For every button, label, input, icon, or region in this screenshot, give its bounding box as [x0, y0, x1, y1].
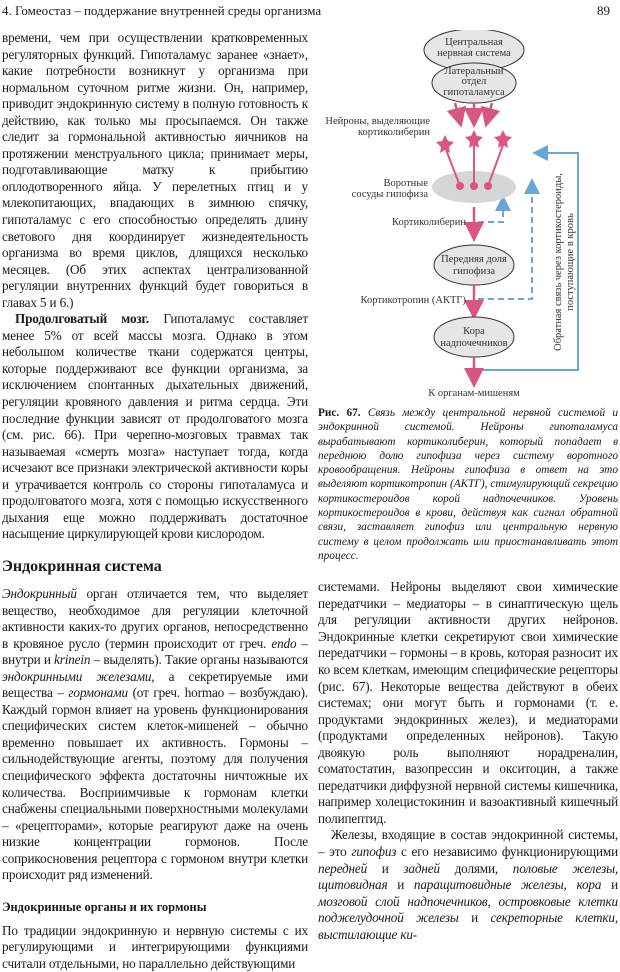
paragraph — [318, 827, 618, 943]
italic-text: половые железы, щитовидная — [318, 860, 619, 893]
left-text-1 — [2, 30, 308, 543]
neurons-label: Нейроны, выделяющие кортиколиберин — [325, 116, 430, 138]
italic-text: krinein — [54, 652, 91, 668]
paragraph — [2, 311, 308, 543]
text-run: Связь между центральной нервной системой и эндокринной системой. Нейроны гипоталамуса вырабатывают кортиколиберин, который попадает в переднюю долю гипофиза через систему воротного кровообращения. Нейроны гипофиза в ответ на это выделяют кортикотропин (АКТГ), стимулирующий секрецию кортикостероидов корой надпочечников. Уровень кортикостероидов в крови, действуя как сигнал обратной связи, заставляет гипофиз или центральную нервную систему в целом продолжать или приостанавливать этот процесс. — [318, 407, 618, 562]
adrenal-cortex-ellipse — [434, 317, 514, 357]
anterior-pituitary-label: Передняя доля гипофиза — [441, 254, 507, 277]
page-body — [0, 30, 620, 972]
italic-text: кора — [576, 877, 602, 893]
page-header — [0, 0, 620, 30]
paragraph — [2, 30, 308, 311]
text-run: Гипоталамус составляет менее 5% от всей массы мозга. Однако в этом небольшом количестве ткани содержатся центры, которые поддерживают все функции организма, за исключением спонтанных дыхательных движений, регуляции кровяного давления и ритма сердца. Эти последние функции зависят от продолговатого мозга (см. рис. 66). При черепно-мозговых травмах так называемая «смерть мозга» наступает тогда, когда исчезают все признаки электрической активности коры и утрачивается контроль со стороны гипоталамуса и продолговатого мозга, хотя с помощью искусственного дыхания еще можно поддерживать достаточное насыщение циркулирующей крови кислородом. — [2, 311, 308, 542]
left-text-3 — [2, 923, 308, 972]
text-run: , а секретируемые ими вещества – — [2, 668, 308, 701]
italic-text: endo — [271, 635, 297, 651]
feedback-dashed-line-1 — [478, 203, 503, 222]
italic-text: паращитовидные железы — [413, 877, 564, 893]
paragraph — [318, 579, 618, 827]
targets-label: К органам-мишеням — [428, 388, 520, 399]
text-run: – внутри и — [2, 635, 309, 668]
text-run: системами. Нейроны выделяют свои химические передатчики – медиаторы – в синаптическую щель для регуляции активности других нейронов. Эндокринные клетки секретируют свои химические передатчики – гормоны – в кровь, которая разносит их ко всем клеткам, имеющим специфические рецепторы (рис. 67). Некоторые вещества действуют в обеих системах; они могут быть и гормонами (т. е. продуктами эндокринных желез), и медиаторами (продуктами определенных нейронов). Такую двоякую роль выполняют норадреналин, соматостатин, вазопрессин и окситоцин, а также передатчики диффузной нервной системы кишечника, например холецистокинин и вазоактивный кишечный полипептид. — [318, 579, 618, 826]
italic-text: Эндокринный — [2, 585, 77, 601]
figure-caption — [318, 406, 618, 563]
left-column — [2, 30, 308, 972]
paragraph — [2, 923, 308, 972]
text-run: орган отличается тем, что выделяет вещество, необходимое для регуляции клеточной активности каких-то других органов, непосредственно в кровяное русло (термин происходит от греч. — [2, 585, 308, 651]
text-run: и — [458, 910, 491, 926]
text-run: и — [387, 877, 414, 893]
acth-label: Кортикотропин (АКТГ) — [360, 295, 466, 306]
corticoliberin-label: Кортиколиберин — [392, 217, 466, 228]
text-run: и — [367, 860, 404, 876]
bold-text: Рис. 67. — [318, 407, 361, 419]
text-run: Железы, входящие в состав эндокринной системы, – это — [318, 827, 618, 860]
italic-text: гормонами — [68, 685, 128, 701]
hypothalamus-arrows — [455, 103, 492, 118]
italic-text: мозговой слой надпочечников, островковые клетки поджелудочной железы — [318, 893, 618, 926]
text-run: с его независимо функционирующими — [396, 844, 618, 860]
page-number: 89 — [597, 3, 610, 18]
right-column — [318, 30, 618, 943]
paragraph — [2, 586, 308, 884]
text-run: долями, — [439, 860, 513, 876]
text-run: – выделять). Такие органы называются — [90, 652, 308, 668]
italic-text: передней — [318, 860, 368, 876]
text-run: времени, чем при осуществлении кратковременных регуляторных функций. Гипоталамус заранее «знает», какие потребности возникнут у организма при нормальном суточном ритме жизни. Он, например, приводит эндокринную систему в полную готовность к действию, как только мы просыпаемся. Он также следит за гормональной активностью яичников на протяжении менструального цикла; принимает меры, подготавливающие матку к прибытию оплодотворенного яйца. У перелетных птиц и у млекопитающих, впадающих в зимнюю спячку, гипоталамус с его способностью определять длину светового дня координирует жизнедеятельность организма во время циклов, длящихся несколько месяцев. (Об этих аспектах централизованной регуляции внутренних функций будет говориться в главах 5 и 6.) — [2, 30, 308, 310]
left-text-2 — [2, 586, 308, 884]
running-title: 4. Гомеостаз – поддержание внутренней среды организма — [2, 3, 322, 18]
subsection-heading: Эндокринные органы и их гормоны — [2, 899, 207, 914]
italic-text: эндокринными железами — [2, 668, 152, 684]
italic-text: секреторные клетки, выстилающие ки- — [318, 910, 619, 942]
portal-vessels-label: Воротные сосуды гипофиза — [351, 178, 428, 200]
adrenal-cortex-label: Кора надпочечников — [440, 326, 508, 349]
text-run: (от греч. hormao – возбуждаю). Каждый гормон влияет на уровень функционирования специфических систем клеток-мишеней – обычно временно повышает их активность. Гормоны – сильнодействующие агенты, поэтому для получения специфического эффекта достаточны ничтожные их количества. Восприимчивые к гормонам клетки снабжены специальными поверхностными молекулами – «рецепторами», которые реагируют даже на очень низкие концентрации гормонов. После соприкосновения рецептора с гормоном внутри клетки происходит ряд изменений. — [2, 685, 308, 883]
anterior-pituitary-ellipse — [434, 245, 514, 285]
text-run: По традиции эндокринную и нервную системы с их регулирующими и интегрирующими функциями считали отдельными, но параллельно действующими — [2, 922, 308, 971]
section-heading: Эндокринная система — [2, 557, 162, 575]
figure-67-diagram — [318, 30, 618, 402]
text-run: и — [601, 877, 618, 893]
lateral-hypothalamus-label: Латеральный отдел гипоталамуса — [443, 66, 505, 98]
feedback-label: Обратная связь через кортикостероиды,поступающие в кровь — [553, 173, 576, 351]
bold-text: Продолговатый мозг. — [15, 311, 150, 327]
right-text — [318, 579, 618, 943]
cns-label: Центральная нервная система — [437, 37, 511, 59]
text-run: , — [563, 877, 577, 893]
italic-text: гипофиз — [351, 844, 397, 860]
italic-text: задней — [403, 860, 440, 876]
